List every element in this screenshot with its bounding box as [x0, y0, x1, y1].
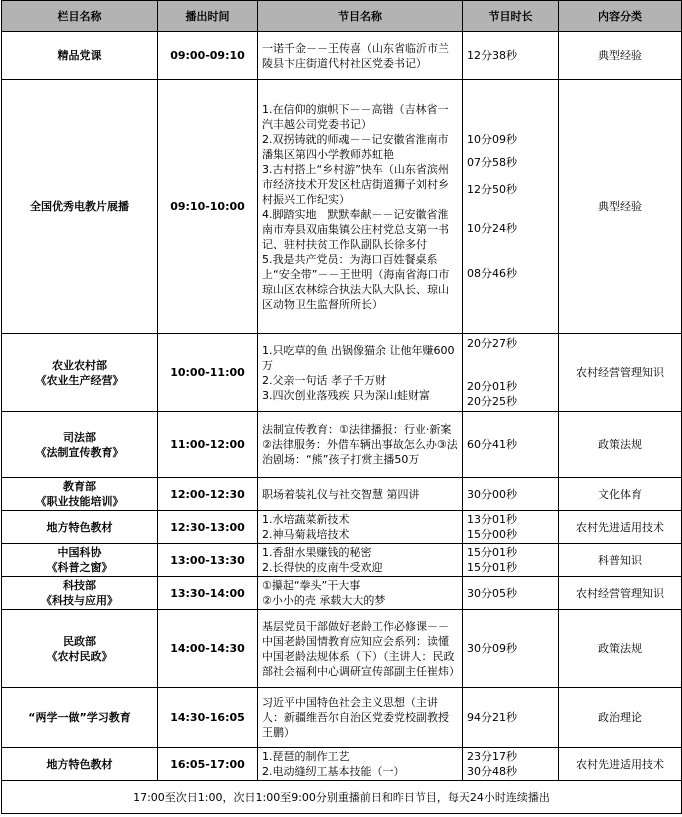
- table-row: [2, 412, 682, 478]
- duration-cell: [463, 80, 559, 334]
- broadcast-time-cell: 14:30-16:05: [158, 688, 258, 748]
- column-name-line: 中国科协: [57, 546, 102, 559]
- duration-item: 15分01秒: [467, 546, 517, 559]
- table-row: [2, 748, 682, 781]
- duration-item: 30分48秒: [467, 765, 517, 778]
- broadcast-time-cell: 14:00-14:30: [158, 610, 258, 688]
- category-cell: 典型经验: [559, 80, 682, 334]
- broadcast-time-cell: 16:05-17:00: [158, 748, 258, 781]
- column-name-cell: [2, 544, 158, 577]
- duration-cell: [463, 688, 559, 748]
- header-row: [2, 1, 682, 32]
- program-item: 4.脚踏实地 默默奉献－－记安徽省淮南市寿县双庙集镇公庄村党总支第一书记、驻村扶贫工作队副队长徐多付: [262, 207, 449, 251]
- table-row: [2, 478, 682, 511]
- broadcast-time-cell: 09:00-09:10: [158, 32, 258, 80]
- duration-cell: [463, 577, 559, 610]
- program-item: ①攥起“拳头”干大事: [262, 579, 361, 592]
- table-row: [2, 80, 682, 334]
- column-name-line: 精品党课: [57, 49, 102, 62]
- duration-item: 08分46秒: [467, 267, 517, 280]
- duration-item: 23分17秒: [467, 750, 517, 763]
- duration-item: 10分09秒: [467, 133, 517, 146]
- broadcast-time-cell: 09:10-10:00: [158, 80, 258, 334]
- duration-cell: [463, 334, 559, 412]
- duration-item: 20分25秒: [467, 395, 517, 408]
- category-cell: 农村经营管理知识: [559, 577, 682, 610]
- program-item: 习近平中国特色社会主义思想（主讲人：新疆维吾尔自治区党委党校副教授王鹏）: [262, 696, 449, 739]
- duration-item: 12分50秒: [467, 183, 517, 196]
- program-name-cell: [258, 511, 463, 544]
- rebroadcast-note: 17:00至次日1:00，次日1:00至9:00分别重播前日和昨日节目，每天24小时连续播出: [2, 781, 682, 814]
- duration-item: 15分00秒: [467, 528, 517, 541]
- column-name-cell: [2, 511, 158, 544]
- column-name-cell: [2, 32, 158, 80]
- duration-cell: [463, 511, 559, 544]
- broadcast-time-cell: 13:00-13:30: [158, 544, 258, 577]
- column-name-line: 《农村民政》: [46, 649, 113, 663]
- column-name-cell: [2, 610, 158, 688]
- program-item: 2.双拐铸就的师魂－－记安徽省淮南市潘集区第四小学教师苏虹艳: [262, 132, 449, 161]
- header-category: 内容分类: [559, 1, 682, 32]
- column-name-line: 农业农村部: [52, 358, 107, 372]
- program-item: 一诺千金－－王传喜（山东省临沂市兰陵县卞庄街道代村社区党委书记）: [262, 41, 449, 70]
- program-item: 5.我是共产党员：为海口百姓餐桌系上“安全带”－－王世明（海南省海口市琼山区农林综合执法大队大队长、琼山区动物卫生监督所所长）: [262, 252, 450, 311]
- table-row: [2, 511, 682, 544]
- column-name-line: 教育部: [63, 480, 96, 493]
- category-cell: 政策法规: [559, 412, 682, 478]
- column-name-line: 地方特色教材: [46, 757, 113, 771]
- table-row: [2, 334, 682, 412]
- duration-cell: [463, 412, 559, 478]
- program-item: 法制宣传教育：①法律播报：行业·新案②法律服务：外借车辆出事故怎么办③法治剧场：“熊”孩子打赏主播50万: [262, 423, 458, 466]
- column-name-line: 《科技与应用》: [41, 594, 118, 607]
- column-name-line: 《农业生产经营》: [35, 373, 124, 387]
- program-item: 1.水培蔬菜新技术: [262, 513, 350, 526]
- program-name-cell: [258, 610, 463, 688]
- column-name-cell: [2, 412, 158, 478]
- program-name-cell: [258, 544, 463, 577]
- table-row: [2, 610, 682, 688]
- program-name-cell: [258, 32, 463, 80]
- duration-item: 10分24秒: [467, 222, 517, 235]
- category-cell: 科普知识: [559, 544, 682, 577]
- duration-item: 60分41秒: [467, 438, 517, 451]
- program-item: 基层党员干部做好老龄工作必修课－－中国老龄国情教育应知应会系列：读懂中国老龄法规体系（下）（主讲人：民政部社会福利中心调研宣传部副主任崔炜）: [262, 619, 460, 678]
- program-item: ②小小的壳 承载大大的梦: [262, 594, 386, 607]
- program-item: 1.在信仰的旗帜下－－高锴（吉林省一汽丰越公司党委书记）: [262, 102, 449, 131]
- column-name-line: 民政部: [63, 634, 96, 648]
- program-name-cell: [258, 577, 463, 610]
- duration-item: 20分27秒: [467, 337, 517, 350]
- program-item: 2.父亲一句话 孝子千万财: [262, 373, 386, 387]
- program-name-cell: [258, 80, 463, 334]
- duration-item: 20分01秒: [467, 380, 517, 393]
- program-item: 1.只吃草的鱼 出锅像猫余 让他年赚600万: [262, 343, 455, 372]
- duration-item: 15分01秒: [467, 561, 517, 574]
- category-cell: 政治理论: [559, 688, 682, 748]
- column-name-cell: [2, 688, 158, 748]
- program-item: 1.香甜水果赚钱的秘密: [262, 546, 372, 559]
- program-name-cell: [258, 688, 463, 748]
- program-item: 2.神马菊栽培技术: [262, 528, 350, 541]
- program-item: 2.电动缝纫工基本技能（一）: [262, 765, 405, 778]
- column-name-cell: [2, 748, 158, 781]
- footer-row: [2, 781, 682, 814]
- column-name-cell: [2, 478, 158, 511]
- category-cell: 典型经验: [559, 32, 682, 80]
- duration-cell: [463, 32, 559, 80]
- column-name-line: 司法部: [63, 430, 96, 444]
- duration-cell: [463, 478, 559, 511]
- category-cell: 政策法规: [559, 610, 682, 688]
- category-cell: 文化体育: [559, 478, 682, 511]
- column-name-cell: [2, 80, 158, 334]
- table-row: [2, 544, 682, 577]
- program-name-cell: [258, 412, 463, 478]
- duration-item: 07分58秒: [467, 156, 517, 169]
- column-name-cell: [2, 577, 158, 610]
- program-item: 3.古村搭上“乡村游”快车（山东省滨州市经济技术开发区杜店街道狮子刘村乡村振兴工作纪实）: [262, 162, 449, 206]
- table-row: [2, 32, 682, 80]
- column-name-line: 《法制宣传教育》: [35, 445, 124, 459]
- broadcast-time-cell: 13:30-14:00: [158, 577, 258, 610]
- broadcast-time-cell: 12:00-12:30: [158, 478, 258, 511]
- program-item: 职场着装礼仪与社交智慧 第四讲: [262, 487, 420, 501]
- program-name-cell: [258, 748, 463, 781]
- duration-item: 30分00秒: [467, 487, 517, 501]
- broadcast-time-cell: 11:00-12:00: [158, 412, 258, 478]
- header-program-name: 节目名称: [258, 1, 463, 32]
- broadcast-time-cell: 10:00-11:00: [158, 334, 258, 412]
- column-name-line: 《职业技能培训》: [35, 495, 124, 508]
- column-name-line: 《科普之窗》: [46, 561, 113, 574]
- duration-item: 12分38秒: [467, 49, 517, 62]
- duration-item: 30分05秒: [467, 586, 517, 600]
- duration-cell: [463, 544, 559, 577]
- duration-item: 13分01秒: [467, 513, 517, 526]
- category-cell: 农村经营管理知识: [559, 334, 682, 412]
- column-name-line: “两学一做”学习教育: [28, 711, 131, 724]
- program-item: 3.四次创业落残疾 只为深山蛙财富: [262, 388, 430, 402]
- program-item: 1.琵琶的制作工艺: [262, 750, 350, 763]
- column-name-line: 地方特色教材: [46, 520, 113, 534]
- header-duration: 节目时长: [463, 1, 559, 32]
- column-name-line: 科技部: [63, 579, 96, 592]
- category-cell: 农村先进适用技术: [559, 511, 682, 544]
- header-broadcast-time: 播出时间: [158, 1, 258, 32]
- category-cell: 农村先进适用技术: [559, 748, 682, 781]
- duration-cell: [463, 610, 559, 688]
- broadcast-time-cell: 12:30-13:00: [158, 511, 258, 544]
- duration-item: 94分21秒: [467, 711, 517, 724]
- header-column-name: 栏目名称: [2, 1, 158, 32]
- column-name-cell: [2, 334, 158, 412]
- program-name-cell: [258, 478, 463, 511]
- table-row: [2, 688, 682, 748]
- duration-item: 30分09秒: [467, 642, 517, 655]
- duration-cell: [463, 748, 559, 781]
- column-name-line: 全国优秀电教片展播: [30, 200, 129, 213]
- table-row: [2, 577, 682, 610]
- program-schedule-table: [1, 0, 682, 814]
- program-name-cell: [258, 334, 463, 412]
- program-item: 2.长得快的皮南牛受欢迎: [262, 561, 383, 574]
